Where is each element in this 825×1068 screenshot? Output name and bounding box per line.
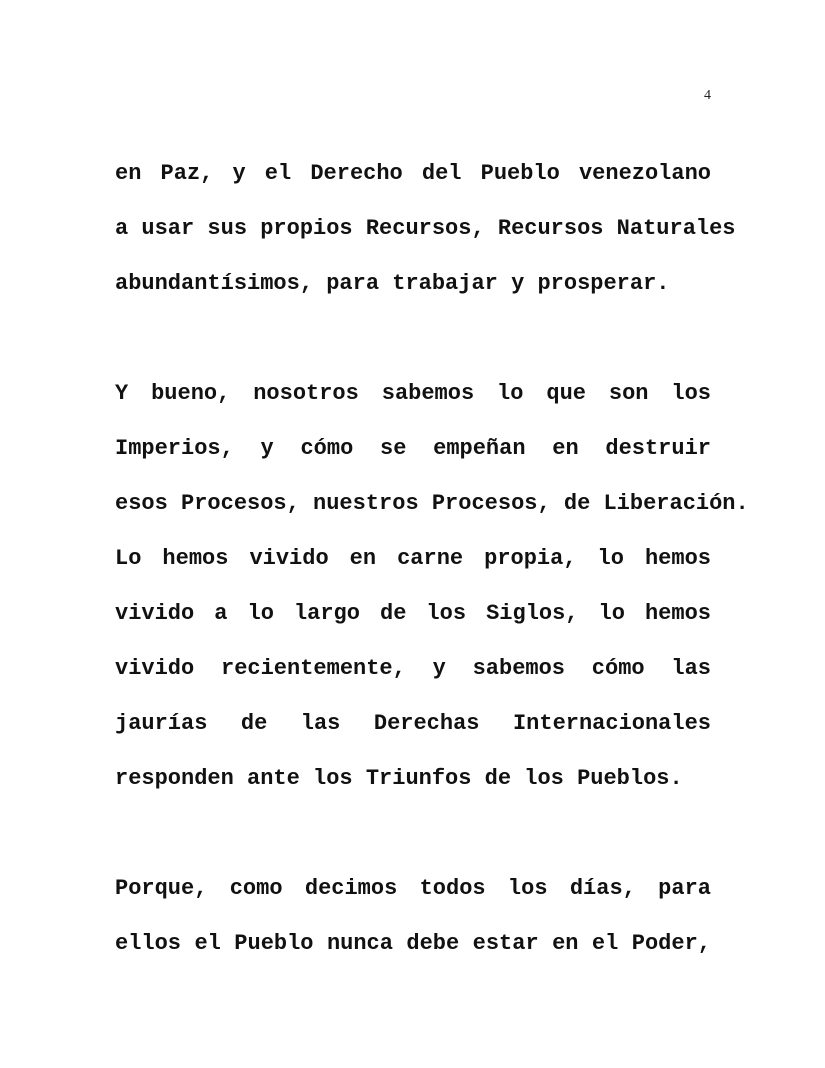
paragraph-2-line-4: Lo hemos vivido en carne propia, lo hemos	[115, 546, 711, 571]
paragraph-2-line-7: jaurías de las Derechas Internacionales	[115, 711, 711, 736]
page-number: 4	[704, 88, 711, 103]
paragraph-2-line-2: Imperios, y cómo se empeñan en destruir	[115, 436, 711, 461]
paragraph-2-line-6: vivido recientemente, y sabemos cómo las	[115, 656, 711, 681]
paragraph-2-line-1: Y bueno, nosotros sabemos lo que son los	[115, 381, 711, 406]
paragraph-1-line-2: a usar sus propios Recursos, Recursos Naturales	[115, 216, 736, 241]
paragraph-2-line-8: responden ante los Triunfos de los Pueblos.	[115, 766, 683, 791]
paragraph-3-line-1: Porque, como decimos todos los días, para	[115, 876, 711, 901]
paragraph-2-line-5: vivido a lo largo de los Siglos, lo hemos	[115, 601, 711, 626]
paragraph-1-line-3: abundantísimos, para trabajar y prosperar.	[115, 271, 670, 296]
paragraph-2-line-3: esos Procesos, nuestros Procesos, de Liberación.	[115, 491, 749, 516]
paragraph-3-line-2: ellos el Pueblo nunca debe estar en el Poder,	[115, 931, 711, 956]
paragraph-1-line-1: en Paz, y el Derecho del Pueblo venezolano	[115, 161, 711, 186]
